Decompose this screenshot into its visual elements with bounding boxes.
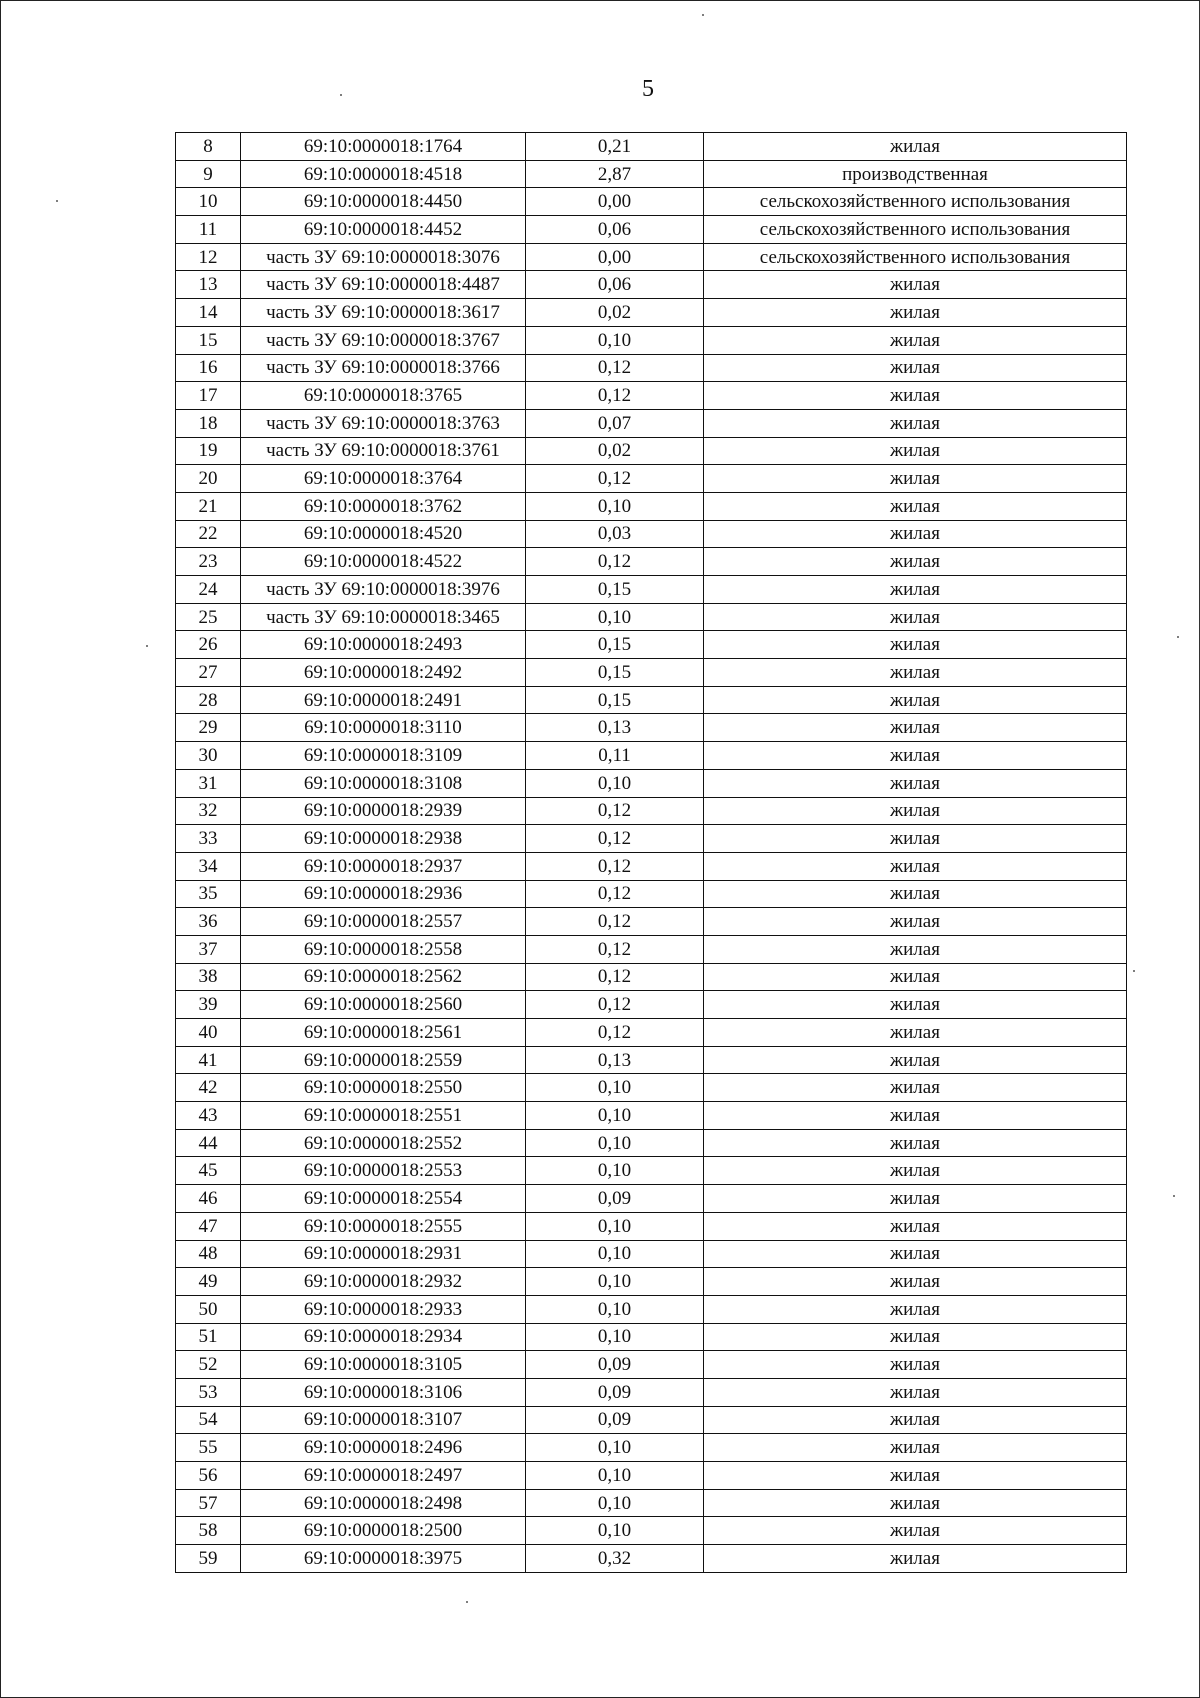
area-cell: 0,32 [526, 1545, 704, 1573]
area-cell: 0,03 [526, 520, 704, 548]
area-cell: 0,12 [526, 382, 704, 410]
zone-cell: жилая [704, 1157, 1127, 1185]
cadastral-number-cell: 69:10:0000018:2550 [241, 1074, 526, 1102]
cadastral-number-cell: 69:10:0000018:3105 [241, 1351, 526, 1379]
cadastral-number-cell: 69:10:0000018:2934 [241, 1323, 526, 1351]
cadastral-number-cell: 69:10:0000018:4452 [241, 216, 526, 244]
table-row [176, 686, 1127, 714]
cadastral-number-cell: часть ЗУ 69:10:0000018:3761 [241, 437, 526, 465]
zone-cell: жилая [704, 548, 1127, 576]
table-row [176, 216, 1127, 244]
area-cell: 2,87 [526, 160, 704, 188]
area-cell: 0,12 [526, 354, 704, 382]
row-number-cell: 22 [176, 520, 241, 548]
zone-cell: жилая [704, 465, 1127, 493]
scan-speck [1133, 970, 1135, 972]
area-cell: 0,12 [526, 852, 704, 880]
cadastral-number-cell: 69:10:0000018:4522 [241, 548, 526, 576]
area-cell: 0,09 [526, 1378, 704, 1406]
table-row [176, 1295, 1127, 1323]
zone-cell: сельскохозяйственного использования [704, 243, 1127, 271]
row-number-cell: 54 [176, 1406, 241, 1434]
cadastral-number-cell: 69:10:0000018:4450 [241, 188, 526, 216]
table-row [176, 880, 1127, 908]
area-cell: 0,12 [526, 935, 704, 963]
row-number-cell: 40 [176, 1019, 241, 1047]
cadastral-number-cell: 69:10:0000018:3107 [241, 1406, 526, 1434]
area-cell: 0,02 [526, 437, 704, 465]
row-number-cell: 47 [176, 1212, 241, 1240]
cadastral-number-cell: 69:10:0000018:3975 [241, 1545, 526, 1573]
row-number-cell: 16 [176, 354, 241, 382]
area-cell: 0,07 [526, 409, 704, 437]
zone-cell: жилая [704, 880, 1127, 908]
table-row [176, 1462, 1127, 1490]
row-number-cell: 11 [176, 216, 241, 244]
table-row [176, 908, 1127, 936]
row-number-cell: 14 [176, 299, 241, 327]
cadastral-number-cell: 69:10:0000018:2938 [241, 825, 526, 853]
area-cell: 0,06 [526, 216, 704, 244]
area-cell: 0,10 [526, 1240, 704, 1268]
zone-cell: жилая [704, 576, 1127, 604]
area-cell: 0,10 [526, 1212, 704, 1240]
cadastral-number-cell: 69:10:0000018:2936 [241, 880, 526, 908]
cadastral-number-cell: 69:10:0000018:2939 [241, 797, 526, 825]
cadastral-number-cell: 69:10:0000018:2937 [241, 852, 526, 880]
table-row [176, 1074, 1127, 1102]
table-row [176, 1545, 1127, 1573]
zone-cell: жилая [704, 1462, 1127, 1490]
table-row [176, 631, 1127, 659]
table-row [176, 1046, 1127, 1074]
zone-cell: жилая [704, 1212, 1127, 1240]
area-cell: 0,10 [526, 1268, 704, 1296]
zone-cell: жилая [704, 991, 1127, 1019]
zone-cell: жилая [704, 1268, 1127, 1296]
row-number-cell: 58 [176, 1517, 241, 1545]
area-cell: 0,13 [526, 1046, 704, 1074]
cadastral-number-cell: 69:10:0000018:2931 [241, 1240, 526, 1268]
row-number-cell: 12 [176, 243, 241, 271]
cadastral-number-cell: часть ЗУ 69:10:0000018:4487 [241, 271, 526, 299]
zone-cell: жилая [704, 133, 1127, 161]
table-row [176, 188, 1127, 216]
table-row [176, 852, 1127, 880]
table-row [176, 797, 1127, 825]
zone-cell: жилая [704, 1434, 1127, 1462]
area-cell: 0,09 [526, 1406, 704, 1434]
zone-cell: жилая [704, 631, 1127, 659]
area-cell: 0,10 [526, 1102, 704, 1130]
table-row [176, 769, 1127, 797]
table-row [176, 299, 1127, 327]
cadastral-number-cell: 69:10:0000018:3764 [241, 465, 526, 493]
cadastral-number-cell: 69:10:0000018:2496 [241, 1434, 526, 1462]
cadastral-number-cell: 69:10:0000018:2493 [241, 631, 526, 659]
table-row [176, 963, 1127, 991]
row-number-cell: 15 [176, 326, 241, 354]
row-number-cell: 51 [176, 1323, 241, 1351]
table-row [176, 1434, 1127, 1462]
zone-cell: жилая [704, 659, 1127, 687]
table-row [176, 382, 1127, 410]
row-number-cell: 44 [176, 1129, 241, 1157]
zone-cell: жилая [704, 963, 1127, 991]
scan-speck [146, 645, 148, 647]
area-cell: 0,12 [526, 825, 704, 853]
cadastral-number-cell: 69:10:0000018:2562 [241, 963, 526, 991]
table-row [176, 714, 1127, 742]
table-row [176, 520, 1127, 548]
row-number-cell: 42 [176, 1074, 241, 1102]
zone-cell: жилая [704, 908, 1127, 936]
cadastral-number-cell: 69:10:0000018:3106 [241, 1378, 526, 1406]
area-cell: 0,12 [526, 991, 704, 1019]
table-row [176, 271, 1127, 299]
cadastral-number-cell: 69:10:0000018:2932 [241, 1268, 526, 1296]
cadastral-number-cell: часть ЗУ 69:10:0000018:3076 [241, 243, 526, 271]
table-row [176, 243, 1127, 271]
zone-cell: жилая [704, 299, 1127, 327]
zone-cell: жилая [704, 382, 1127, 410]
cadastral-number-cell: 69:10:0000018:3765 [241, 382, 526, 410]
zone-cell: жилая [704, 686, 1127, 714]
cadastral-number-cell: 69:10:0000018:2557 [241, 908, 526, 936]
area-cell: 0,06 [526, 271, 704, 299]
row-number-cell: 45 [176, 1157, 241, 1185]
row-number-cell: 9 [176, 160, 241, 188]
area-cell: 0,12 [526, 465, 704, 493]
zone-cell: сельскохозяйственного использования [704, 188, 1127, 216]
row-number-cell: 55 [176, 1434, 241, 1462]
table-row [176, 1019, 1127, 1047]
zone-cell: жилая [704, 935, 1127, 963]
table-row [176, 1157, 1127, 1185]
cadastral-number-cell: 69:10:0000018:3108 [241, 769, 526, 797]
zone-cell: жилая [704, 603, 1127, 631]
row-number-cell: 24 [176, 576, 241, 604]
area-cell: 0,15 [526, 686, 704, 714]
row-number-cell: 25 [176, 603, 241, 631]
zone-cell: жилая [704, 769, 1127, 797]
area-cell: 0,12 [526, 797, 704, 825]
zone-cell: жилая [704, 714, 1127, 742]
area-cell: 0,12 [526, 548, 704, 576]
zone-cell: жилая [704, 825, 1127, 853]
row-number-cell: 38 [176, 963, 241, 991]
scan-speck [56, 200, 58, 202]
scan-speck [466, 1601, 468, 1603]
table-row [176, 1240, 1127, 1268]
row-number-cell: 48 [176, 1240, 241, 1268]
area-cell: 0,10 [526, 1517, 704, 1545]
cadastral-number-cell: часть ЗУ 69:10:0000018:3976 [241, 576, 526, 604]
cadastral-number-cell: 69:10:0000018:2500 [241, 1517, 526, 1545]
zone-cell: жилая [704, 1046, 1127, 1074]
cadastral-number-cell: 69:10:0000018:2552 [241, 1129, 526, 1157]
zone-cell: жилая [704, 492, 1127, 520]
table-row [176, 576, 1127, 604]
area-cell: 0,11 [526, 742, 704, 770]
cadastral-number-cell: часть ЗУ 69:10:0000018:3767 [241, 326, 526, 354]
table-row [176, 326, 1127, 354]
cadastral-number-cell: 69:10:0000018:2559 [241, 1046, 526, 1074]
zone-cell: жилая [704, 1102, 1127, 1130]
row-number-cell: 17 [176, 382, 241, 410]
area-cell: 0,10 [526, 1074, 704, 1102]
zone-cell: жилая [704, 1295, 1127, 1323]
table-row [176, 825, 1127, 853]
row-number-cell: 13 [176, 271, 241, 299]
row-number-cell: 30 [176, 742, 241, 770]
table-row [176, 1378, 1127, 1406]
table-row [176, 935, 1127, 963]
table-row [176, 492, 1127, 520]
zone-cell: жилая [704, 797, 1127, 825]
cadastral-number-cell: 69:10:0000018:2551 [241, 1102, 526, 1130]
cadastral-number-cell: часть ЗУ 69:10:0000018:3766 [241, 354, 526, 382]
area-cell: 0,10 [526, 1323, 704, 1351]
zone-cell: жилая [704, 520, 1127, 548]
area-cell: 0,12 [526, 880, 704, 908]
table-row [176, 1406, 1127, 1434]
cadastral-number-cell: 69:10:0000018:3109 [241, 742, 526, 770]
cadastral-number-cell: 69:10:0000018:2561 [241, 1019, 526, 1047]
area-cell: 0,00 [526, 243, 704, 271]
table-row [176, 354, 1127, 382]
zone-cell: жилая [704, 742, 1127, 770]
scan-speck [702, 14, 704, 16]
table-row [176, 1212, 1127, 1240]
row-number-cell: 28 [176, 686, 241, 714]
table-row [176, 465, 1127, 493]
area-cell: 0,21 [526, 133, 704, 161]
table-row [176, 160, 1127, 188]
row-number-cell: 34 [176, 852, 241, 880]
area-cell: 0,15 [526, 576, 704, 604]
area-cell: 0,10 [526, 492, 704, 520]
area-cell: 0,10 [526, 1462, 704, 1490]
zone-cell: жилая [704, 1406, 1127, 1434]
table-body [176, 133, 1127, 1573]
cadastral-number-cell: 69:10:0000018:2933 [241, 1295, 526, 1323]
table-row [176, 991, 1127, 1019]
cadastral-number-cell: 69:10:0000018:4518 [241, 160, 526, 188]
row-number-cell: 53 [176, 1378, 241, 1406]
zone-cell: жилая [704, 409, 1127, 437]
scan-speck [340, 94, 342, 96]
zone-cell: жилая [704, 437, 1127, 465]
row-number-cell: 10 [176, 188, 241, 216]
table-row [176, 1102, 1127, 1130]
table-row [176, 437, 1127, 465]
row-number-cell: 26 [176, 631, 241, 659]
table-row [176, 742, 1127, 770]
cadastral-number-cell: 69:10:0000018:2492 [241, 659, 526, 687]
zone-cell: жилая [704, 1129, 1127, 1157]
area-cell: 0,15 [526, 631, 704, 659]
area-cell: 0,10 [526, 1157, 704, 1185]
cadastral-number-cell: 69:10:0000018:2558 [241, 935, 526, 963]
area-cell: 0,10 [526, 1295, 704, 1323]
zone-cell: жилая [704, 1545, 1127, 1573]
cadastral-number-cell: часть ЗУ 69:10:0000018:3617 [241, 299, 526, 327]
zone-cell: сельскохозяйственного использования [704, 216, 1127, 244]
cadastral-number-cell: 69:10:0000018:3762 [241, 492, 526, 520]
zone-cell: жилая [704, 1489, 1127, 1517]
zone-cell: жилая [704, 1517, 1127, 1545]
cadastral-number-cell: 69:10:0000018:3110 [241, 714, 526, 742]
table-row [176, 1323, 1127, 1351]
land-plots-table [175, 132, 1127, 1573]
area-cell: 0,10 [526, 1434, 704, 1462]
area-cell: 0,10 [526, 1489, 704, 1517]
zone-cell: жилая [704, 271, 1127, 299]
row-number-cell: 19 [176, 437, 241, 465]
zone-cell: жилая [704, 1323, 1127, 1351]
table-row [176, 133, 1127, 161]
row-number-cell: 18 [176, 409, 241, 437]
row-number-cell: 8 [176, 133, 241, 161]
area-cell: 0,12 [526, 963, 704, 991]
row-number-cell: 23 [176, 548, 241, 576]
area-cell: 0,12 [526, 1019, 704, 1047]
cadastral-number-cell: 69:10:0000018:2491 [241, 686, 526, 714]
row-number-cell: 50 [176, 1295, 241, 1323]
area-cell: 0,10 [526, 769, 704, 797]
row-number-cell: 21 [176, 492, 241, 520]
zone-cell: жилая [704, 852, 1127, 880]
row-number-cell: 49 [176, 1268, 241, 1296]
zone-cell: жилая [704, 1378, 1127, 1406]
area-cell: 0,10 [526, 603, 704, 631]
row-number-cell: 36 [176, 908, 241, 936]
row-number-cell: 46 [176, 1185, 241, 1213]
cadastral-number-cell: 69:10:0000018:2560 [241, 991, 526, 1019]
cadastral-number-cell: 69:10:0000018:2555 [241, 1212, 526, 1240]
table-row [176, 1185, 1127, 1213]
cadastral-number-cell: 69:10:0000018:2498 [241, 1489, 526, 1517]
row-number-cell: 27 [176, 659, 241, 687]
cadastral-number-cell: часть ЗУ 69:10:0000018:3465 [241, 603, 526, 631]
area-cell: 0,00 [526, 188, 704, 216]
table-row [176, 1351, 1127, 1379]
cadastral-number-cell: 69:10:0000018:1764 [241, 133, 526, 161]
row-number-cell: 43 [176, 1102, 241, 1130]
cadastral-number-cell: 69:10:0000018:2554 [241, 1185, 526, 1213]
zone-cell: жилая [704, 1019, 1127, 1047]
table-row [176, 409, 1127, 437]
row-number-cell: 31 [176, 769, 241, 797]
zone-cell: жилая [704, 1240, 1127, 1268]
cadastral-number-cell: 69:10:0000018:4520 [241, 520, 526, 548]
row-number-cell: 20 [176, 465, 241, 493]
page-number: 5 [642, 76, 654, 102]
zone-cell: производственная [704, 160, 1127, 188]
row-number-cell: 41 [176, 1046, 241, 1074]
row-number-cell: 56 [176, 1462, 241, 1490]
table-row [176, 1268, 1127, 1296]
table-row [176, 548, 1127, 576]
table-row [176, 659, 1127, 687]
row-number-cell: 39 [176, 991, 241, 1019]
zone-cell: жилая [704, 1351, 1127, 1379]
area-cell: 0,13 [526, 714, 704, 742]
area-cell: 0,10 [526, 1129, 704, 1157]
scan-speck [1177, 636, 1179, 638]
row-number-cell: 35 [176, 880, 241, 908]
scan-speck [1173, 1195, 1175, 1197]
row-number-cell: 52 [176, 1351, 241, 1379]
row-number-cell: 33 [176, 825, 241, 853]
table-row [176, 1129, 1127, 1157]
zone-cell: жилая [704, 326, 1127, 354]
row-number-cell: 32 [176, 797, 241, 825]
cadastral-number-cell: часть ЗУ 69:10:0000018:3763 [241, 409, 526, 437]
area-cell: 0,10 [526, 326, 704, 354]
zone-cell: жилая [704, 1074, 1127, 1102]
area-cell: 0,15 [526, 659, 704, 687]
row-number-cell: 59 [176, 1545, 241, 1573]
area-cell: 0,02 [526, 299, 704, 327]
zone-cell: жилая [704, 1185, 1127, 1213]
area-cell: 0,09 [526, 1185, 704, 1213]
table-row [176, 603, 1127, 631]
table-row [176, 1517, 1127, 1545]
zone-cell: жилая [704, 354, 1127, 382]
row-number-cell: 29 [176, 714, 241, 742]
cadastral-number-cell: 69:10:0000018:2553 [241, 1157, 526, 1185]
row-number-cell: 37 [176, 935, 241, 963]
area-cell: 0,09 [526, 1351, 704, 1379]
area-cell: 0,12 [526, 908, 704, 936]
table-row [176, 1489, 1127, 1517]
cadastral-number-cell: 69:10:0000018:2497 [241, 1462, 526, 1490]
row-number-cell: 57 [176, 1489, 241, 1517]
